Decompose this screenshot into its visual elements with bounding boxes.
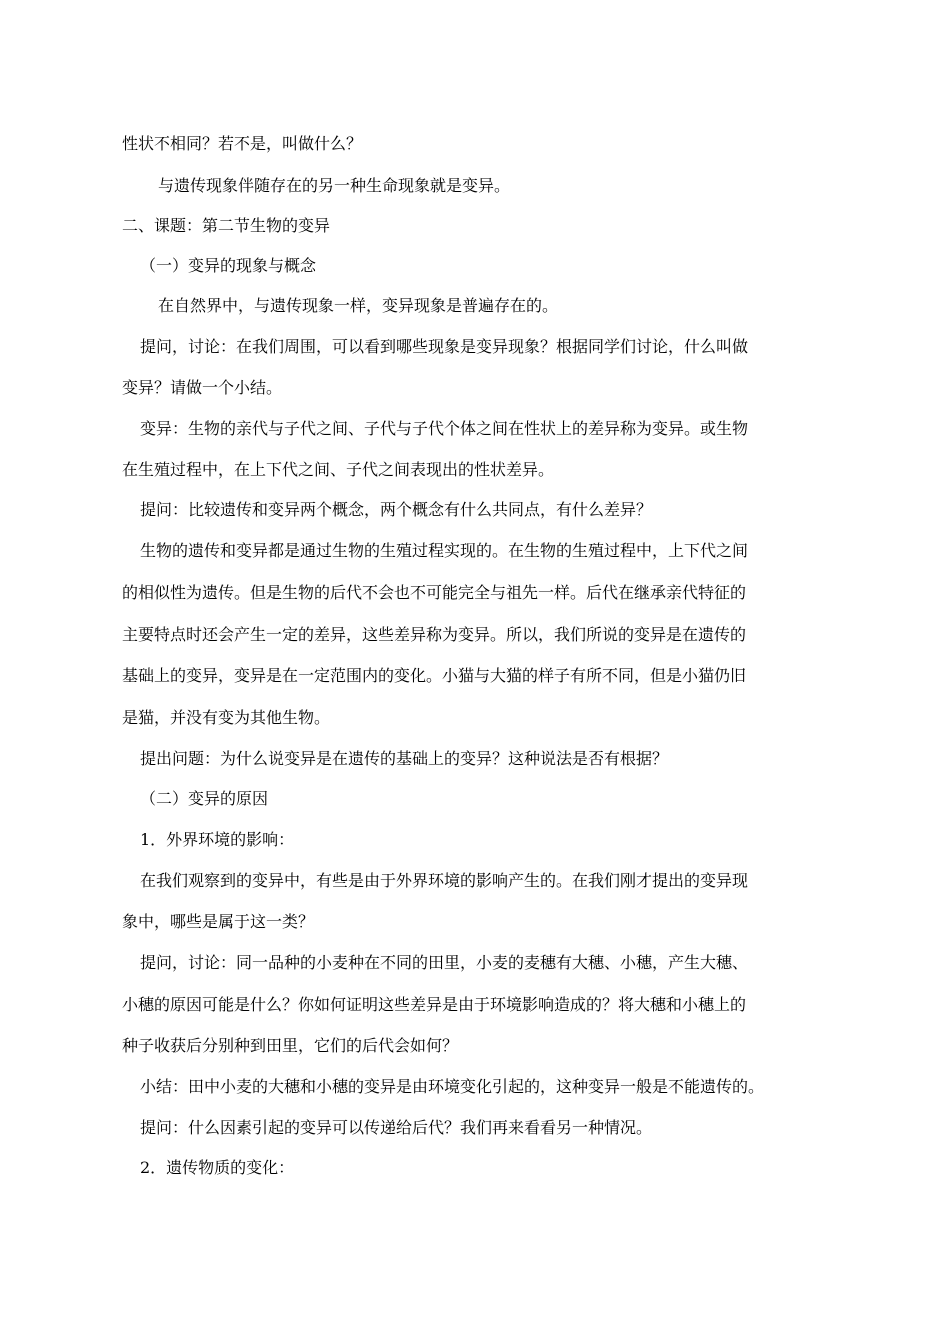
text-line: 生物的遗传和变异都是通过生物的生殖过程实现的。在生物的生殖过程中，上下代之间 <box>140 541 749 560</box>
list-item-heading: 2．遗传物质的变化： <box>140 1158 295 1177</box>
text-line: 提问：比较遗传和变异两个概念，两个概念有什么共同点，有什么差异？ <box>140 500 653 519</box>
subsection-heading: （一）变异的现象与概念 <box>140 256 317 275</box>
text-line: 变异：生物的亲代与子代之间、子代与子代个体之间在性状上的差异称为变异。或生物 <box>140 419 749 438</box>
text-line: 象中，哪些是属于这一类？ <box>122 912 315 931</box>
text-line: 主要特点时还会产生一定的差异，这些差异称为变异。所以，我们所说的变异是在遗传的 <box>122 625 747 644</box>
text-line: 的相似性为遗传。但是生物的后代不会也不可能完全与祖先一样。后代在继承亲代特征的 <box>122 583 747 602</box>
text-line: 种子收获后分别种到田里，它们的后代会如何？ <box>122 1036 459 1055</box>
text-line: 性状不相同？若不是，叫做什么？ <box>122 134 363 153</box>
text-line: 与遗传现象伴随存在的另一种生命现象就是变异。 <box>158 176 511 195</box>
text-line: 在生殖过程中，在上下代之间、子代之间表现出的性状差异。 <box>122 460 555 479</box>
section-heading: 二、课题：第二节生物的变异 <box>122 216 331 235</box>
text-line: 是猫，并没有变为其他生物。 <box>122 708 331 727</box>
list-item-heading: 1．外界环境的影响： <box>140 830 295 849</box>
text-line: 提问：什么因素引起的变异可以传递给后代？我们再来看看另一种情况。 <box>140 1118 653 1137</box>
text-line: 小结：田中小麦的大穗和小穗的变异是由环境变化引起的，这种变异一般是不能遗传的。 <box>140 1077 765 1096</box>
text-line: 基础上的变异，变异是在一定范围内的变化。小猫与大猫的样子有所不同，但是小猫仍旧 <box>122 666 747 685</box>
text-line: 在我们观察到的变异中，有些是由于外界环境的影响产生的。在我们刚才提出的变异现 <box>140 871 749 890</box>
text-line: 提问，讨论：同一品种的小麦种在不同的田里，小麦的麦穗有大穗、小穗，产生大穗、 <box>140 953 749 972</box>
text-line: 在自然界中，与遗传现象一样，变异现象是普遍存在的。 <box>158 296 559 315</box>
text-line: 提出问题：为什么说变异是在遗传的基础上的变异？这种说法是否有根据？ <box>140 749 669 768</box>
subsection-heading: （二）变异的原因 <box>140 789 269 808</box>
text-line: 小穗的原因可能是什么？你如何证明这些差异是由于环境影响造成的？将大穗和小穗上的 <box>122 995 747 1014</box>
text-line: 变异？请做一个小结。 <box>122 378 283 397</box>
text-line: 提问，讨论：在我们周围，可以看到哪些现象是变异现象？根据同学们讨论，什么叫做 <box>140 337 749 356</box>
